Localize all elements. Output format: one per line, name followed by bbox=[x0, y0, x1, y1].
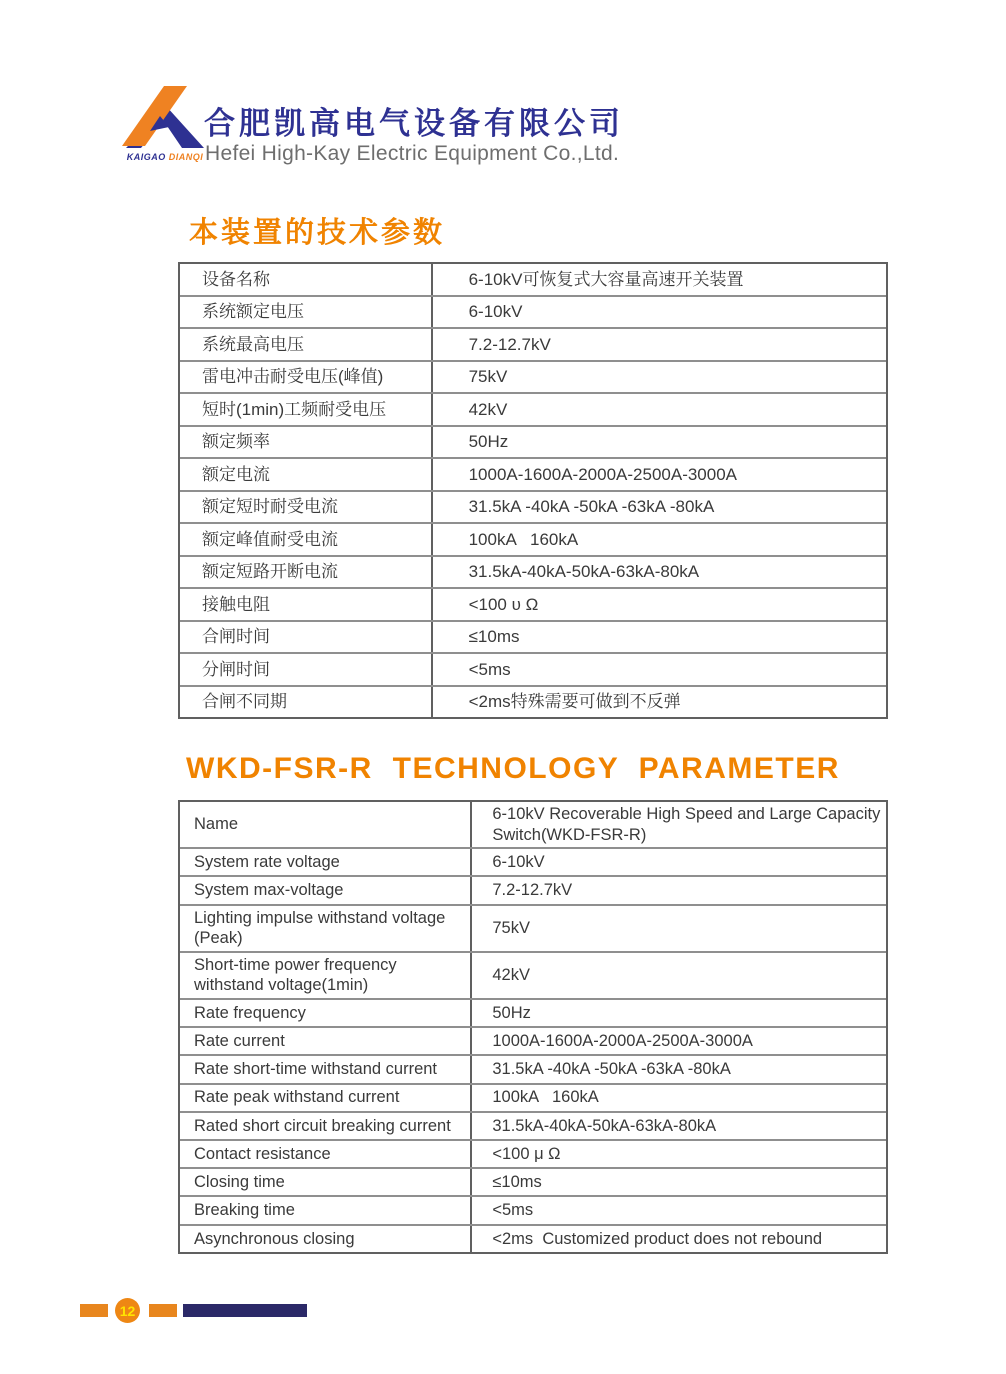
cn-parameters-table bbox=[178, 262, 888, 719]
table-row bbox=[180, 622, 886, 655]
table-row bbox=[180, 264, 886, 297]
row-value: 50Hz bbox=[492, 1003, 531, 1022]
table-row bbox=[180, 1056, 886, 1084]
row-value: 7.2-12.7kV bbox=[468, 334, 551, 354]
row-label: 系统额定电压 bbox=[180, 297, 433, 328]
table-row bbox=[180, 687, 886, 718]
logo-caption-dianqi: DIANQI bbox=[168, 152, 204, 162]
row-label: 额定峰值耐受电流 bbox=[180, 524, 433, 555]
row-label: System max-voltage bbox=[180, 877, 472, 903]
row-label: 设备名称 bbox=[180, 264, 433, 295]
row-value: 100kA 160kA bbox=[468, 529, 579, 549]
row-value: 75kV bbox=[492, 918, 530, 937]
table-row bbox=[180, 394, 886, 427]
table-row bbox=[180, 1197, 886, 1225]
row-value: 50Hz bbox=[468, 432, 509, 452]
row-label: Rate current bbox=[180, 1028, 472, 1054]
table-row bbox=[180, 906, 886, 953]
row-label: 雷电冲击耐受电压(峰值) bbox=[180, 362, 433, 393]
table-row bbox=[180, 557, 886, 590]
table-row bbox=[180, 654, 886, 687]
row-label: 接触电阻 bbox=[180, 589, 433, 620]
row-value: ≤10ms bbox=[468, 627, 520, 647]
table-row bbox=[180, 802, 886, 849]
row-value: <5ms bbox=[492, 1201, 534, 1220]
row-label: Breaking time bbox=[180, 1197, 472, 1223]
logo-caption-kaigao: KAIGAO bbox=[126, 152, 166, 162]
table-row bbox=[180, 1113, 886, 1141]
company-name-english: Hefei High-Kay Electric Equipment Co.,Ltd. bbox=[205, 142, 620, 165]
table-row bbox=[180, 849, 886, 877]
logo-caption bbox=[110, 152, 220, 162]
table-row bbox=[180, 1226, 886, 1252]
table-row bbox=[180, 427, 886, 460]
row-value: <100 υ Ω bbox=[468, 594, 539, 614]
table-row bbox=[180, 1085, 886, 1113]
row-label: Rate frequency bbox=[180, 1000, 472, 1026]
row-label: 短时(1min)工频耐受电压 bbox=[180, 394, 433, 425]
row-label: 额定短路开断电流 bbox=[180, 557, 433, 588]
row-value: 100kA 160kA bbox=[492, 1088, 599, 1107]
row-value: 7.2-12.7kV bbox=[492, 881, 573, 900]
row-label: Name bbox=[180, 802, 472, 847]
footer-navy-bar bbox=[183, 1304, 307, 1317]
section-title-english: WKD-FSR-R TECHNOLOGY PARAMETER bbox=[186, 752, 840, 785]
row-label: 合闸不同期 bbox=[180, 687, 433, 718]
footer-orange-bar-left bbox=[80, 1304, 108, 1317]
row-value: ≤10ms bbox=[492, 1173, 542, 1192]
row-label: Rated short circuit breaking current bbox=[180, 1113, 472, 1139]
page-footer bbox=[0, 1296, 1006, 1328]
table-row bbox=[180, 877, 886, 905]
row-value: 42kV bbox=[468, 399, 508, 419]
row-value: 31.5kA-40kA-50kA-63kA-80kA bbox=[468, 562, 700, 582]
row-value: 6-10kV可恢复式大容量高速开关装置 bbox=[468, 269, 744, 289]
row-value: 31.5kA-40kA-50kA-63kA-80kA bbox=[492, 1116, 717, 1135]
table-row bbox=[180, 329, 886, 362]
table-row bbox=[180, 492, 886, 525]
row-value: <5ms bbox=[468, 659, 511, 679]
table-row bbox=[180, 297, 886, 330]
row-label: Short-time power frequency withstand voltage(1min) bbox=[180, 953, 472, 998]
row-label: 额定电流 bbox=[180, 459, 433, 490]
table-row bbox=[180, 1000, 886, 1028]
row-value: <2ms特殊需要可做到不反弹 bbox=[468, 692, 681, 712]
row-label: 额定频率 bbox=[180, 427, 433, 458]
page-header bbox=[0, 0, 1006, 190]
table-row bbox=[180, 953, 886, 1000]
row-value: <100 μ Ω bbox=[492, 1144, 561, 1163]
row-label: Lighting impulse withstand voltage (Peak) bbox=[180, 906, 472, 951]
page-number-badge: 12 bbox=[115, 1298, 140, 1323]
en-parameters-table bbox=[178, 800, 888, 1254]
row-label: Closing time bbox=[180, 1169, 472, 1195]
row-label: System rate voltage bbox=[180, 849, 472, 875]
row-value: 6-10kV bbox=[492, 852, 545, 871]
table-row bbox=[180, 1141, 886, 1169]
row-label: Rate short-time withstand current bbox=[180, 1056, 472, 1082]
table-row bbox=[180, 589, 886, 622]
row-label: 系统最高电压 bbox=[180, 329, 433, 360]
footer-orange-bar-middle bbox=[149, 1304, 177, 1317]
company-name-chinese: 合肥凯高电气设备有限公司 bbox=[204, 106, 624, 141]
row-value: 6-10kV Recoverable High Speed and Large Capacity Switch(WKD-FSR-R) bbox=[492, 804, 885, 844]
table-row bbox=[180, 459, 886, 492]
row-label: Contact resistance bbox=[180, 1141, 472, 1167]
row-value: <2ms Customized product does not rebound bbox=[492, 1229, 823, 1248]
table-row bbox=[180, 1169, 886, 1197]
row-value: 75kV bbox=[468, 367, 508, 387]
row-value: 6-10kV bbox=[468, 302, 523, 322]
row-label: 合闸时间 bbox=[180, 622, 433, 653]
table-row bbox=[180, 1028, 886, 1056]
row-label: Asynchronous closing bbox=[180, 1226, 472, 1252]
row-value: 31.5kA -40kA -50kA -63kA -80kA bbox=[468, 497, 715, 517]
row-value: 1000A-1600A-2000A-2500A-3000A bbox=[468, 464, 738, 484]
table-row bbox=[180, 524, 886, 557]
section-title-chinese: 本装置的技术参数 bbox=[189, 217, 446, 249]
row-value: 31.5kA -40kA -50kA -63kA -80kA bbox=[492, 1060, 731, 1079]
row-label: 额定短时耐受电流 bbox=[180, 492, 433, 523]
company-logo-triangle-icon bbox=[114, 86, 214, 152]
row-label: Rate peak withstand current bbox=[180, 1085, 472, 1111]
row-value: 42kV bbox=[492, 965, 530, 984]
row-value: 1000A-1600A-2000A-2500A-3000A bbox=[492, 1031, 753, 1050]
row-label: 分闸时间 bbox=[180, 654, 433, 685]
table-row bbox=[180, 362, 886, 395]
